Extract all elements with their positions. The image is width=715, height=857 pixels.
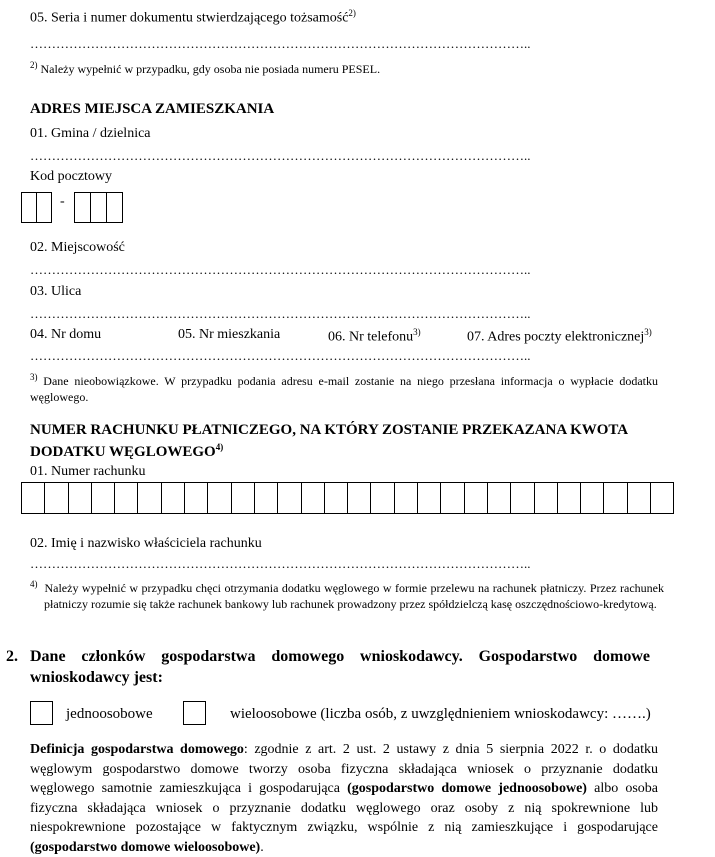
account-digit-box[interactable] bbox=[137, 482, 161, 514]
account-digit-box[interactable] bbox=[44, 482, 68, 514]
account-digit-box[interactable] bbox=[277, 482, 301, 514]
postal-digit-box[interactable] bbox=[36, 192, 52, 223]
postal-digit-box[interactable] bbox=[74, 192, 91, 223]
account-digit-box[interactable] bbox=[464, 482, 488, 514]
account-digit-box[interactable] bbox=[21, 482, 45, 514]
ulica-input[interactable]: …………………………………………………………………………………………………….. bbox=[30, 306, 531, 321]
account-digit-box[interactable] bbox=[254, 482, 278, 514]
postal-code-label: Kod pocztowy bbox=[30, 169, 113, 184]
section-title: Dane członków gospodarstwa domowego wnioskodawcy. Gospodarstwo domowe wnioskodawcy jest: bbox=[30, 648, 650, 686]
account-digit-box[interactable] bbox=[231, 482, 255, 514]
account-digit-box[interactable] bbox=[557, 482, 581, 514]
household-single-checkbox[interactable] bbox=[30, 701, 53, 725]
account-digit-box[interactable] bbox=[580, 482, 604, 514]
nr-domu-label: 04. Nr domu bbox=[30, 327, 102, 342]
household-single-label: jednoosobowe bbox=[66, 706, 153, 722]
account-owner-input[interactable]: …………………………………………………………………………………………………….. bbox=[30, 556, 531, 571]
miejscowosc-label: 02. Miejscowość bbox=[30, 240, 125, 255]
account-owner-label: 02. Imię i nazwisko właściciela rachunku bbox=[30, 536, 262, 551]
account-digit-box[interactable] bbox=[68, 482, 92, 514]
account-digit-box[interactable] bbox=[534, 482, 558, 514]
postal-code-part2[interactable] bbox=[74, 192, 122, 223]
account-digit-box[interactable] bbox=[487, 482, 511, 514]
footnote-2: $^{2)}$ Należy wypełnić w przypadku, gdy osoba nie posiada numeru PESEL. bbox=[30, 60, 381, 76]
nr-telefonu-label: 06. Nr telefonu$^{3)}$ bbox=[328, 327, 421, 345]
account-heading: NUMER RACHUNKU PŁATNICZEGO, NA KTÓRY ZOSTANIE PRZEKAZANA KWOTA DODATKU WĘGLOWEGO$^{4)}$ bbox=[30, 422, 629, 460]
nr-mieszkania-label: 05. Nr mieszkania bbox=[178, 327, 281, 342]
account-digit-box[interactable] bbox=[394, 482, 418, 514]
footnote-3: $^{3)}$ Dane nieobowiązkowe. W przypadku podania adresu e-mail zostanie na niego przesłana informacja o wypłacie dodatku węglowego. bbox=[30, 372, 659, 404]
account-digit-box[interactable] bbox=[161, 482, 185, 514]
account-digit-box[interactable] bbox=[114, 482, 138, 514]
postal-digit-box[interactable] bbox=[21, 192, 37, 223]
household-multi-checkbox[interactable] bbox=[183, 701, 206, 725]
postal-dash: - bbox=[60, 194, 65, 209]
postal-digit-box[interactable] bbox=[106, 192, 123, 223]
account-digit-box[interactable] bbox=[440, 482, 464, 514]
account-digit-box[interactable] bbox=[207, 482, 231, 514]
address-heading: ADRES MIEJSCA ZAMIESZKANIA bbox=[30, 101, 275, 117]
account-digit-box[interactable] bbox=[510, 482, 534, 514]
footnote-ref: 2) bbox=[348, 8, 356, 18]
account-digit-box[interactable] bbox=[324, 482, 348, 514]
footnote-4: $^{4)}$ Należy wypełnić w przypadku chęci otrzymania dodatku węglowego w formie przelewu na rachunek płatniczy. Przez rachunek płatniczy rozumie się także rachunek bankowy lub rachunek prowadzony przez spółdzielczą kasę oszczędnościowo-kredytową. bbox=[30, 579, 664, 611]
account-digit-box[interactable] bbox=[650, 482, 674, 514]
document-number-input[interactable]: …………………………………………………………………………………………………….. bbox=[30, 36, 531, 51]
gmina-input[interactable]: …………………………………………………………………………………………………….. bbox=[30, 148, 531, 163]
account-digit-box[interactable] bbox=[627, 482, 651, 514]
contact-input-line[interactable]: …………………………………………………………………………………………………….. bbox=[30, 348, 531, 363]
account-digit-box[interactable] bbox=[603, 482, 627, 514]
account-digit-box[interactable] bbox=[301, 482, 325, 514]
ulica-label: 03. Ulica bbox=[30, 284, 82, 299]
account-number-label: 01. Numer rachunku bbox=[30, 464, 146, 479]
gmina-label: 01. Gmina / dzielnica bbox=[30, 126, 151, 141]
account-digit-box[interactable] bbox=[184, 482, 208, 514]
section-number: 2. bbox=[6, 648, 18, 665]
email-label: 07. Adres poczty elektronicznej$^{3)}$ bbox=[467, 327, 652, 345]
account-digit-box[interactable] bbox=[370, 482, 394, 514]
field-document-label: 05. Seria i numer dokumentu stwierdzającego tożsamość$^{2)}$ bbox=[30, 8, 356, 26]
household-multi-label: wieloosobowe (liczba osób, z uwzględnieniem wnioskodawcy: …….) bbox=[230, 706, 651, 722]
miejscowosc-input[interactable]: …………………………………………………………………………………………………….. bbox=[30, 262, 531, 277]
account-digit-box[interactable] bbox=[417, 482, 441, 514]
account-number-boxes[interactable] bbox=[21, 482, 673, 514]
postal-code-part1[interactable] bbox=[21, 192, 51, 223]
household-definition: Definicja gospodarstwa domowego: zgodnie z art. 2 ust. 2 ustawy z dnia 5 sierpnia 2022 r. o dodatku węglowym gospodarstwo domowe tworzy osoba fizyczna składająca wniosek o przyznanie dodatku węglowego samotnie zamieszkująca i gospodarująca (gospodarstwo domowe jednoosobowe) albo osoba fizyczna składająca wniosek o przyznanie dodatku węglowego oraz osoby z nią spokrewnione lub niespokrewnione pozostające w faktycznym związku, wspólnie z nią zamieszkujące i gospodarujące (gospodarstwo domowe wieloosobowe). bbox=[30, 742, 659, 855]
postal-digit-box[interactable] bbox=[90, 192, 107, 223]
account-digit-box[interactable] bbox=[91, 482, 115, 514]
account-digit-box[interactable] bbox=[347, 482, 371, 514]
